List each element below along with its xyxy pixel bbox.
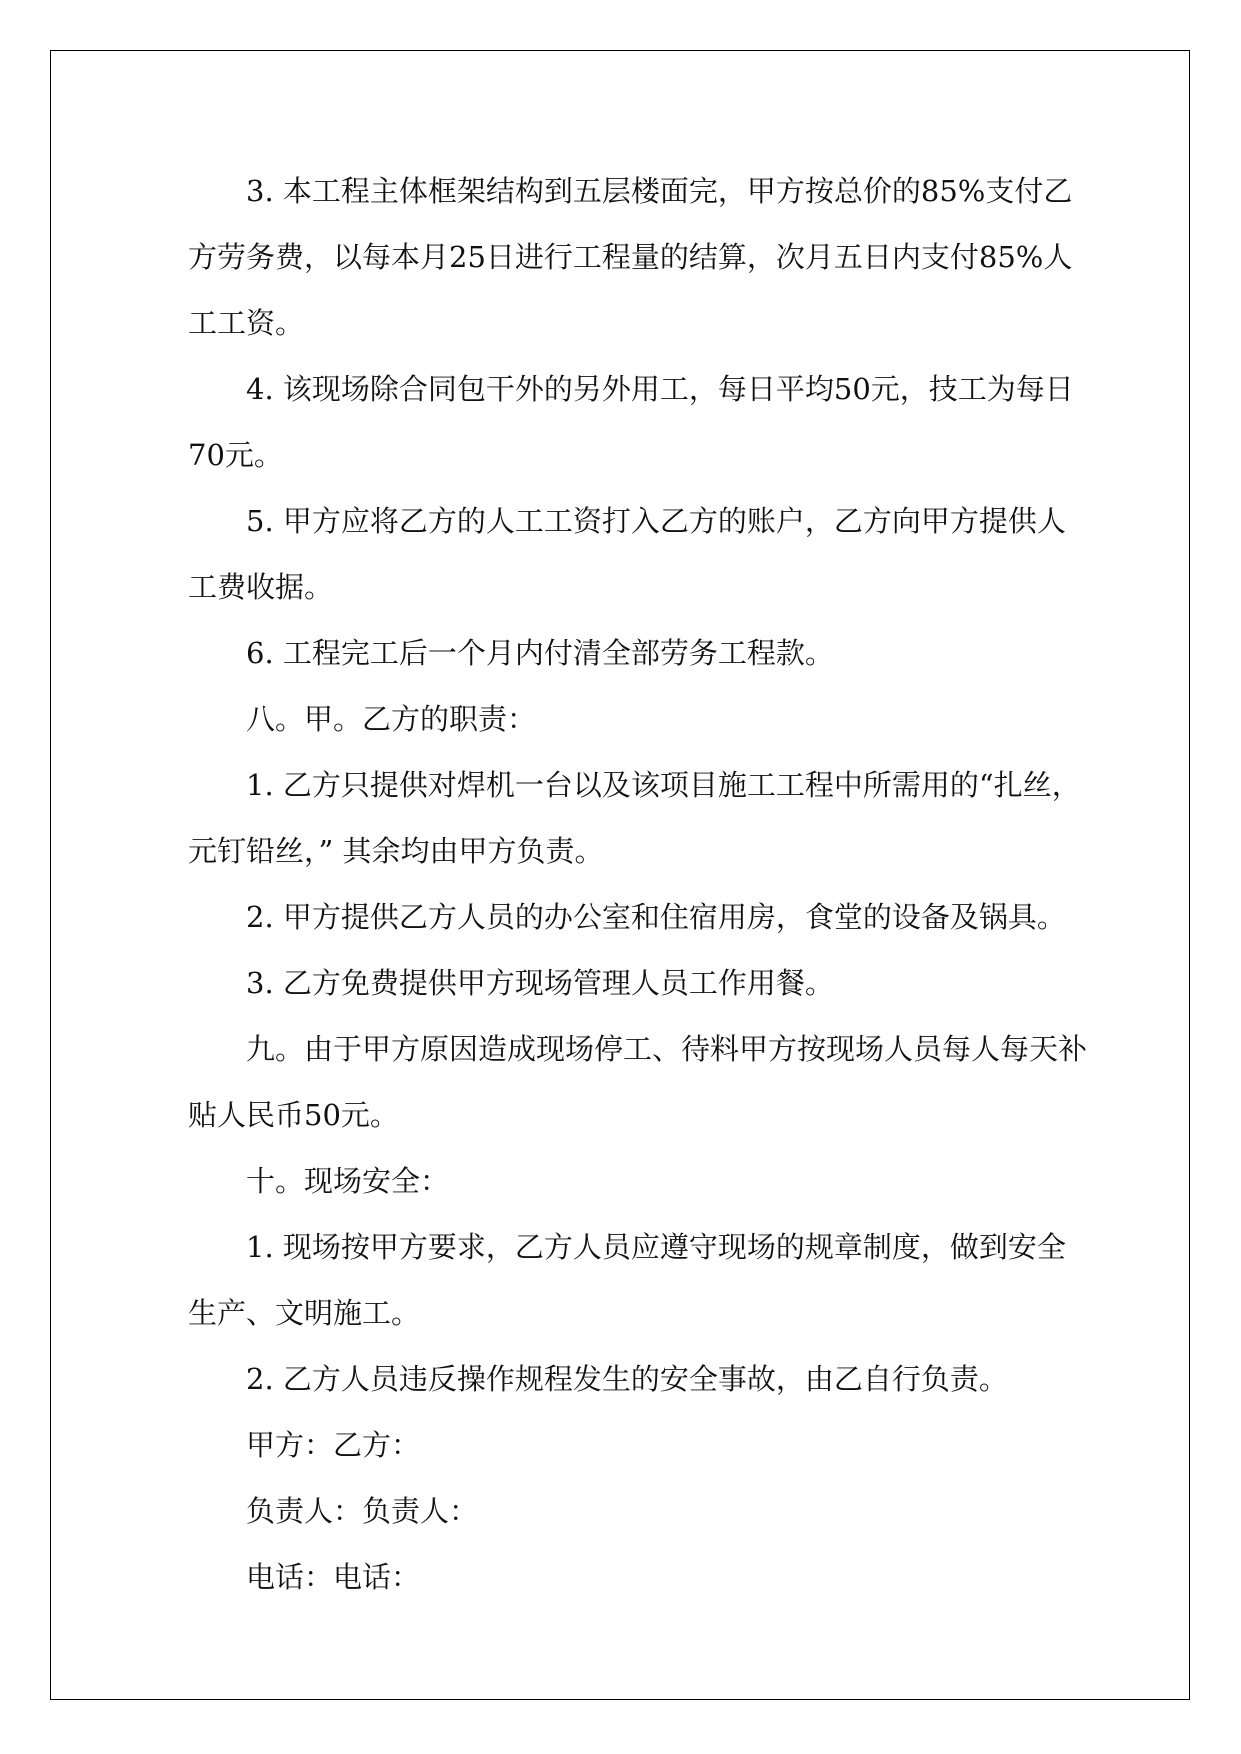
section-heading-safety: 十。现场安全： [246,1164,450,1198]
paragraph-payment-4: 4. 该现场除合同包干外的另外用工，每日平均50元，技工为每日70元。 [188,372,1074,472]
section-heading-duties: 八。甲。乙方的职责： [246,702,537,736]
paragraph-duty-2: 2. 甲方提供乙方人员的办公室和住宿用房，食堂的设备及锅具。 [246,900,1066,934]
signature-phone: 电话：电话： [246,1560,421,1594]
document-body [188,158,1088,1610]
paragraph-payment-6: 6. 工程完工后一个月内付清全部劳务工程款。 [246,636,834,670]
paragraph-duty-3: 3. 乙方免费提供甲方现场管理人员工作用餐。 [246,966,834,1000]
paragraph-payment-5: 5. 甲方应将乙方的人工工资打入乙方的账户，乙方向甲方提供人工费收据。 [188,504,1066,604]
paragraph-safety-2: 2. 乙方人员违反操作规程发生的安全事故，由乙自行负责。 [246,1362,1008,1396]
section-nine: 九。由于甲方原因造成现场停工、待料甲方按现场人员每人每天补贴人民币50元。 [188,1032,1088,1132]
paragraph-payment-3: 3. 本工程主体框架结构到五层楼面完，甲方按总价的85%支付乙方劳务费，以每本月25日进行工程量的结算，次月五日内支付85%人工工资。 [188,174,1073,340]
paragraph-safety-1: 1. 现场按甲方要求，乙方人员应遵守现场的规章制度，做到安全生产、文明施工。 [188,1230,1066,1330]
signature-parties: 甲方：乙方： [246,1428,421,1462]
signature-responsible: 负责人：负责人： [246,1494,479,1528]
paragraph-duty-1: 1. 乙方只提供对焊机一台以及该项目施工工程中所需用的“扎丝，元钉铅丝，” 其余均由甲方负责。 [188,768,1081,868]
